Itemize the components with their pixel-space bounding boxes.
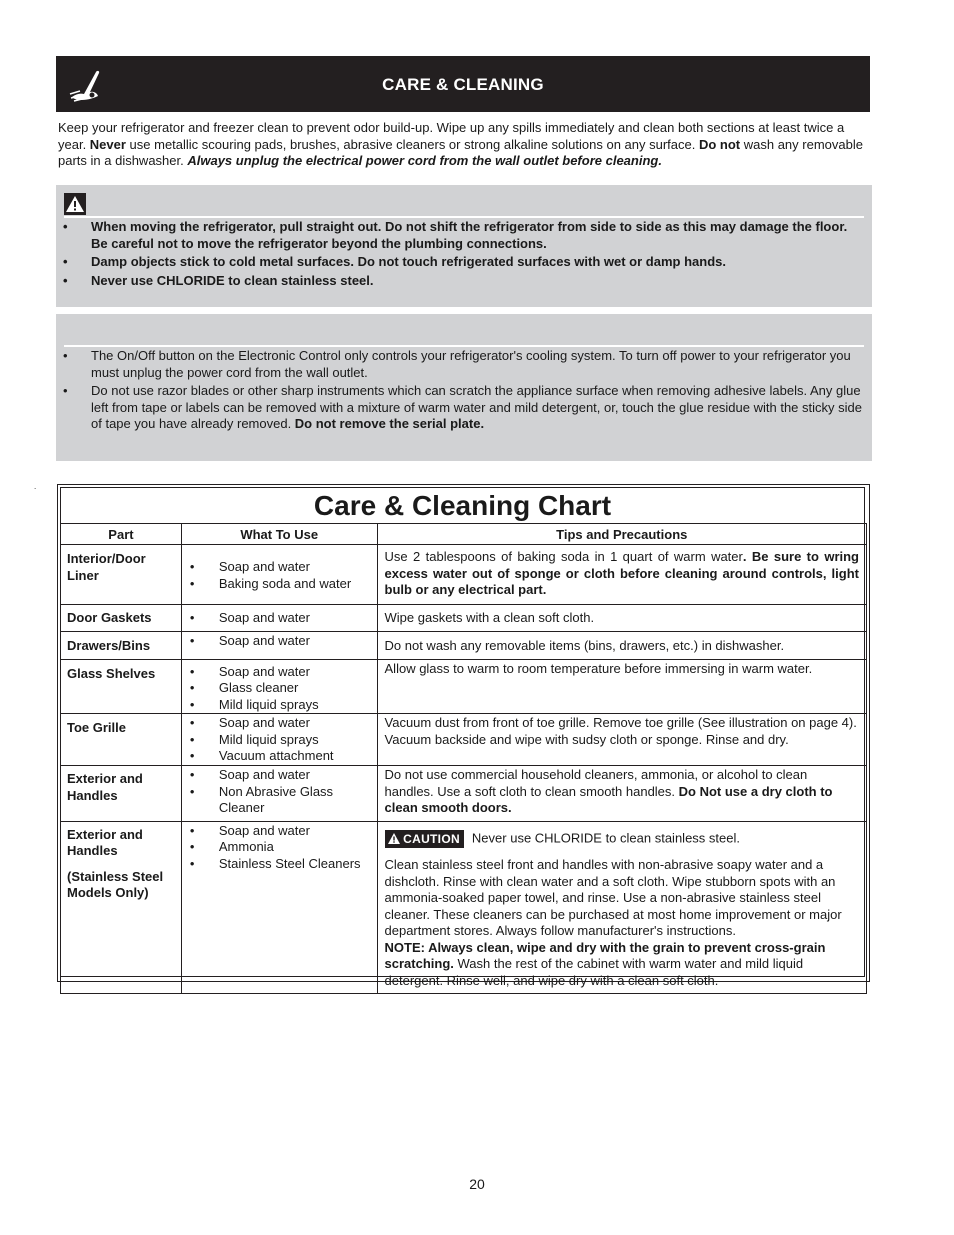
warning-box bbox=[56, 185, 872, 307]
note-item: • Do not use razor blades or other sharp instruments which can scratch the appliance surface when removing adhesive labels. Any glue left from tape or labels can be removed with a mixture of warm water and mild detergent, or, touch the glue residue with the sticky side of tape you have already removed. Do not remove the serial plate. bbox=[63, 383, 862, 431]
intro-text-2: use metallic scouring pads, brushes, abrasive cleaners or strong alkaline solutions on any surface. bbox=[125, 136, 699, 152]
warning-rule bbox=[64, 216, 864, 218]
header-part: Part bbox=[61, 524, 182, 545]
intro-paragraph bbox=[58, 120, 864, 170]
table-row: Door Gaskets • Soap and water Wipe gaskets with a clean soft cloth. bbox=[61, 605, 867, 632]
table-header-row bbox=[61, 524, 867, 545]
note-item: • The On/Off button on the Electronic Control only controls your refrigerator's cooling system. To turn off power to your refrigerator you must unplug the power cord from the wall outlet. bbox=[63, 348, 851, 380]
table-row: Toe Grille • Soap and water • Mild liquid sprays • Vacuum attachment Vacuum dust from front of toe grille. Remove toe grille (See illustration on page 4). Vacuum backside and wipe with sudsy cloth or sponge. Rinse and dry. bbox=[61, 714, 867, 766]
warning-item: • Never use CHLORIDE to clean stainless steel. bbox=[63, 272, 374, 288]
note-list bbox=[61, 348, 867, 435]
care-cleaning-table bbox=[60, 523, 867, 994]
table-row: Interior/Door Liner • Soap and water • Baking soda and water Use 2 tablespoons of baking soda in 1 quart of warm water. Be sure to wring excess water out of sponge or cloth before cleaning around controls, light bulb or any electrical part. bbox=[61, 545, 867, 605]
table-row: Drawers/Bins • Soap and water Do not wash any removable items (bins, drawers, etc.) in dishwasher. bbox=[61, 632, 867, 660]
warning-triangle-icon bbox=[64, 193, 86, 215]
caution-badge: CAUTION bbox=[385, 830, 464, 849]
stray-mark: . bbox=[34, 482, 37, 491]
warning-item: • Damp objects stick to cold metal surfaces. Do not touch refrigerated surfaces with wet or damp hands. bbox=[63, 254, 726, 269]
table-row: Glass Shelves • Soap and water • Glass cleaner • Mild liquid sprays Allow glass to warm to room temperature before immersing in warm water. bbox=[61, 659, 867, 714]
table-row: Exterior and Handles (Stainless Steel Models Only) • Soap and water • Ammonia • Stainless Steel Cleaners CAUTION Never use CHLORIDE to clean stainless steel. Clean stainless steel front and handles with non-abrasive soapy water and a dishcloth. Rinse with clean water and a soft cloth. Wipe stubborn spots with an ammonia-soaked paper towel, and rinse. Use a non-abrasive stainless steel cleaner. These cleaners can be purchased at most home improvement or major department stores. Always follow manufacturer's instructions. NOTE: Always clean, wipe and dry with the grain to prevent cross-grain scratching. Wash the rest of the cabinet with warm water and mild liquid detergent. Rinse well, and wipe dry with a clean soft cloth. bbox=[61, 821, 867, 994]
intro-never: Never bbox=[89, 136, 126, 152]
intro-do-not: Do not bbox=[698, 136, 741, 152]
warning-list bbox=[61, 219, 861, 291]
caution-triangle-icon bbox=[388, 833, 400, 844]
note-rule bbox=[64, 345, 864, 347]
page-number: 20 bbox=[469, 1176, 485, 1192]
section-header-bar bbox=[56, 56, 870, 112]
warning-item: • When moving the refrigerator, pull straight out. Do not shift the refrigerator from side to side as this may damage the floor. Be careful not to move the refrigerator beyond the plumbing connections. bbox=[63, 219, 848, 251]
header-what: What To Use bbox=[181, 524, 377, 545]
chart-title: Care & Cleaning Chart bbox=[313, 490, 612, 521]
intro-unplug-warning: Always unplug the electrical power cord from the wall outlet before cleaning. bbox=[187, 153, 662, 168]
note-box bbox=[56, 314, 872, 461]
header-tips: Tips and Precautions bbox=[377, 524, 866, 545]
care-cleaning-chart bbox=[60, 487, 865, 988]
intro-text-1: Keep your refrigerator and freezer clean to prevent odor build-up. Wipe up any spills immediately and clean both sections at least twice a year. bbox=[58, 120, 845, 152]
intro-text-3: wash any removable parts in a dishwasher. bbox=[58, 136, 863, 168]
table-row: Exterior and Handles • Soap and water • Non Abrasive Glass Cleaner Do not use commercial household cleaners, ammonia, or alcohol to clean handles. Use a soft cloth to clean smooth handles. Do Not use a dry cloth to clean smooth doors. bbox=[61, 766, 867, 822]
section-title: CARE & CLEANING bbox=[382, 75, 544, 94]
